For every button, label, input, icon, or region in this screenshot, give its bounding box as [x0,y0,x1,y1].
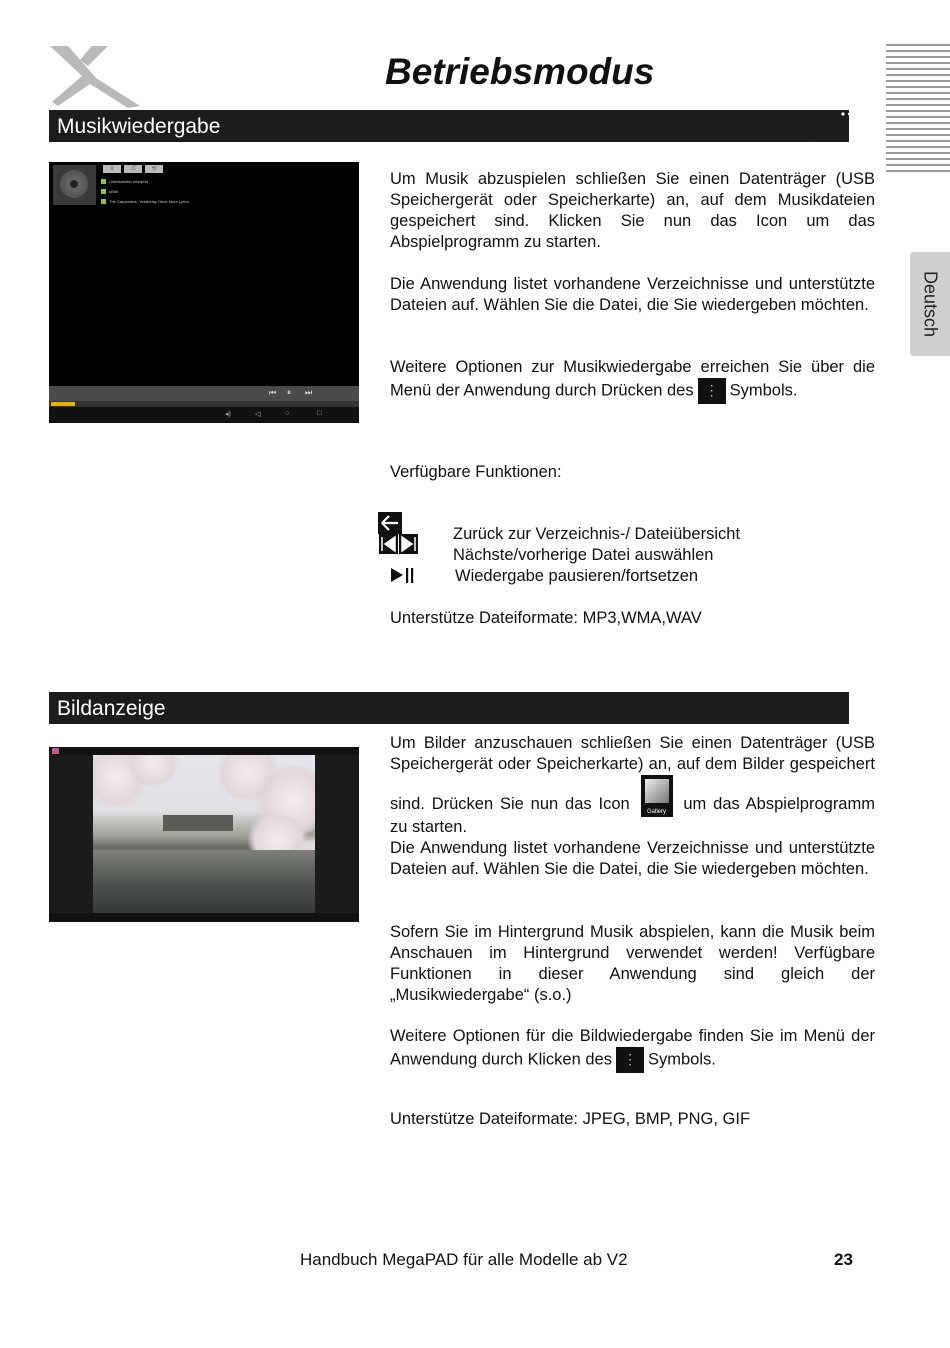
menu-icon [616,1047,644,1073]
function-back-label: Zurück zur Verzeichnis-/ Dateiübersicht [453,525,741,543]
photo-cherry-blossom [93,755,315,913]
gallery-paragraph-3: Sofern Sie im Hintergrund Musik abspielen, kann die Musik beim Anschauen im Hintergrund verwendet werden! Verfügbare Funktionen in dieser Anwendung sind gleich der „Musikwiedergabe“ (s.o.) [390,923,875,1004]
brand-logo [48,44,148,110]
gallery-paragraph-2: Die Anwendung listet vorhandene Verzeichnisse und unterstützte Dateien auf. Wählen Sie die Datei, die Sie wiedergeben möchten. [390,839,875,878]
play-pause-icon [391,568,413,583]
halftone-dots-icon [807,110,879,142]
footer-text: Handbuch MegaPAD für alle Modelle ab V2 [300,1250,628,1269]
gallery-app-icon [52,748,59,754]
prev-icon: ⏮ [269,388,277,397]
list-item: uBild [101,189,118,194]
page-number: 23 [834,1250,853,1269]
music-menu-text: Weitere Optionen zur Musikwiedergabe erreichen Sie über die Menü der Anwendung durch Drücken des [390,358,875,400]
gallery-formats: Unterstütze Dateiformate: JPEG, BMP, PNG, GIF [390,1110,751,1128]
skip-prev-next-icon [379,534,418,554]
music-player-screenshot [49,162,359,423]
gallery-icon-label: Gallery [647,809,667,815]
list-item: Unbekannter Interpret [101,179,148,184]
recents-icon: □ [317,410,322,417]
menu-icon [698,378,726,404]
gallery-paragraph-1 [390,733,875,838]
back-icon: ◁ [255,411,261,418]
gallery-paragraph-4 [390,1026,875,1073]
function-skip-label: Nächste/vorherige Datei auswählen [453,546,714,564]
android-nav-bar [49,913,359,922]
halftone-dots-icon [807,692,879,724]
gallery-app-icon [641,775,673,817]
repeat-icon: ⟲ [145,165,163,173]
language-tab-label: Deutsch [920,270,941,338]
gallery-top-bar [49,747,359,755]
section-title-gallery: Bildanzeige [57,697,166,720]
next-icon: ⏭ [305,388,313,397]
shuffle-icon: ⤮ [124,165,142,173]
back-arrow-icon [378,512,402,534]
function-playpause-label: Wiedergabe pausieren/fortsetzen [455,567,699,585]
pause-icon: ⏸ [287,388,291,397]
music-paragraph-2: Die Anwendung listet vorhandene Verzeichnisse und unterstützte Dateien auf. Wählen Sie die Datei, die Sie wiedergeben möchten. [390,275,875,314]
music-formats: Unterstütze Dateiformate: MP3,WMA,WAV [390,609,702,627]
section-title-music: Musikwiedergabe [57,115,221,138]
gallery-intro-text: Um Bilder anzuschauen schließen Sie einen Datenträger (USB Speichergerät oder Speicherkarte) an, auf dem Bilder gespeichert sind. Drücken Sie nun das Icon [390,734,875,813]
functions-heading: Verfügbare Funktionen: [390,463,562,481]
home-icon: ○ [285,410,290,417]
gallery-menu-text: Weitere Optionen für die Bildwiedergabe finden Sie im Menü der Anwendung durch Klicken des [390,1027,875,1069]
language-tab [910,252,950,356]
volume-icon: ◂) [225,411,231,418]
album-art-icon [53,165,96,205]
section-bar-music [49,110,849,142]
music-paragraph-3 [390,357,875,404]
sort-button: ≡ [103,165,121,173]
gallery-intro-text-end: um das Abspielprogramm zu starten. [390,795,875,836]
android-nav-bar [49,407,359,423]
function-icons [378,512,422,588]
decorative-stripes [886,44,950,172]
list-item: The Carpenters- Yesterday Once More Lyrics [101,199,189,204]
music-menu-text-end: Symbols. [729,381,798,400]
gallery-screenshot [49,747,359,922]
gallery-menu-text-end: Symbols. [647,1050,716,1069]
playback-controls [49,386,359,401]
section-bar-gallery [49,692,849,724]
page-title: Betriebsmodus [385,51,655,92]
music-paragraph-1: Um Musik abzuspielen schließen Sie einen Datenträger (USB Speichergerät oder Speicherkarte) an, auf dem Musikdateien gespeichert sind. Klicken Sie nun das Icon um das Abspielprogramm zu starten. [390,170,875,251]
